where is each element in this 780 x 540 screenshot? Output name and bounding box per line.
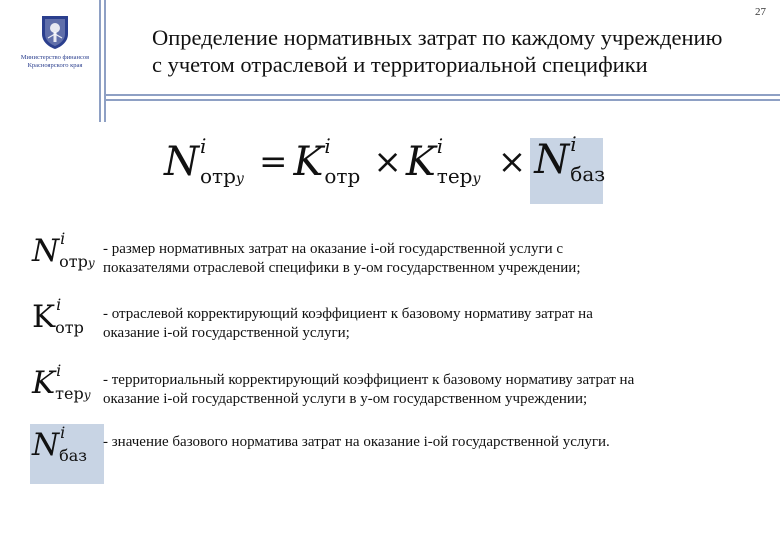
formula-term-n-baz: N i баз xyxy=(534,132,606,186)
formula-times-2: × xyxy=(497,142,527,182)
formula-times-1: × xyxy=(373,142,402,182)
def-text-n-baz: - значение базового норматива затрат на оказание i-ой государственной услуги. xyxy=(103,434,610,450)
title-line2: с учетом отраслевой и территориальной специфики xyxy=(152,52,648,77)
vertical-rule-1 xyxy=(99,0,101,122)
formula-term-k-ter: K i терy xyxy=(405,134,481,188)
formula-lhs: N i отрy xyxy=(164,134,244,188)
def-symbol-n-baz: N i баз xyxy=(30,424,104,484)
main-formula xyxy=(164,132,606,208)
def-symbol-k-ter: K i терy xyxy=(32,361,91,403)
title-line1: Определение нормативных затрат по каждому учреждению xyxy=(152,25,723,50)
vertical-rule-2 xyxy=(104,0,106,122)
def-symbol-n-otr: N i отрy xyxy=(32,229,95,271)
logo-caption-line2: Красноярского края xyxy=(27,62,83,69)
formula-term-k-otr: K i отр xyxy=(293,134,361,188)
formula-equals: = xyxy=(259,142,288,182)
ministry-logo xyxy=(12,14,98,70)
formula-term-n-baz-highlight xyxy=(530,132,606,204)
def-text-n-otr: - размер нормативных затрат на оказание i-ой государственной услуги с показателями отраслевой специфики в у-ом государственном учреждении; xyxy=(103,241,581,276)
logo-caption-line1: Министерство финансов xyxy=(20,54,90,61)
coat-of-arms-icon xyxy=(40,14,70,50)
def-text-k-ter: - территориальный корректирующий коэффициент к базовому нормативу затрат на оказание i-ой государственной услуги в у-ом государственном учреждении; xyxy=(103,372,635,407)
horizontal-rule-2 xyxy=(104,99,780,101)
slide-title xyxy=(152,24,772,78)
slide-number: 27 xyxy=(755,6,766,18)
horizontal-rule-1 xyxy=(104,94,780,96)
def-symbol-k-otr: K i отр xyxy=(32,295,84,337)
def-text-k-otr: - отраслевой корректирующий коэффициент к базовому нормативу затрат на оказание i-ой государственной услуги; xyxy=(103,306,593,341)
